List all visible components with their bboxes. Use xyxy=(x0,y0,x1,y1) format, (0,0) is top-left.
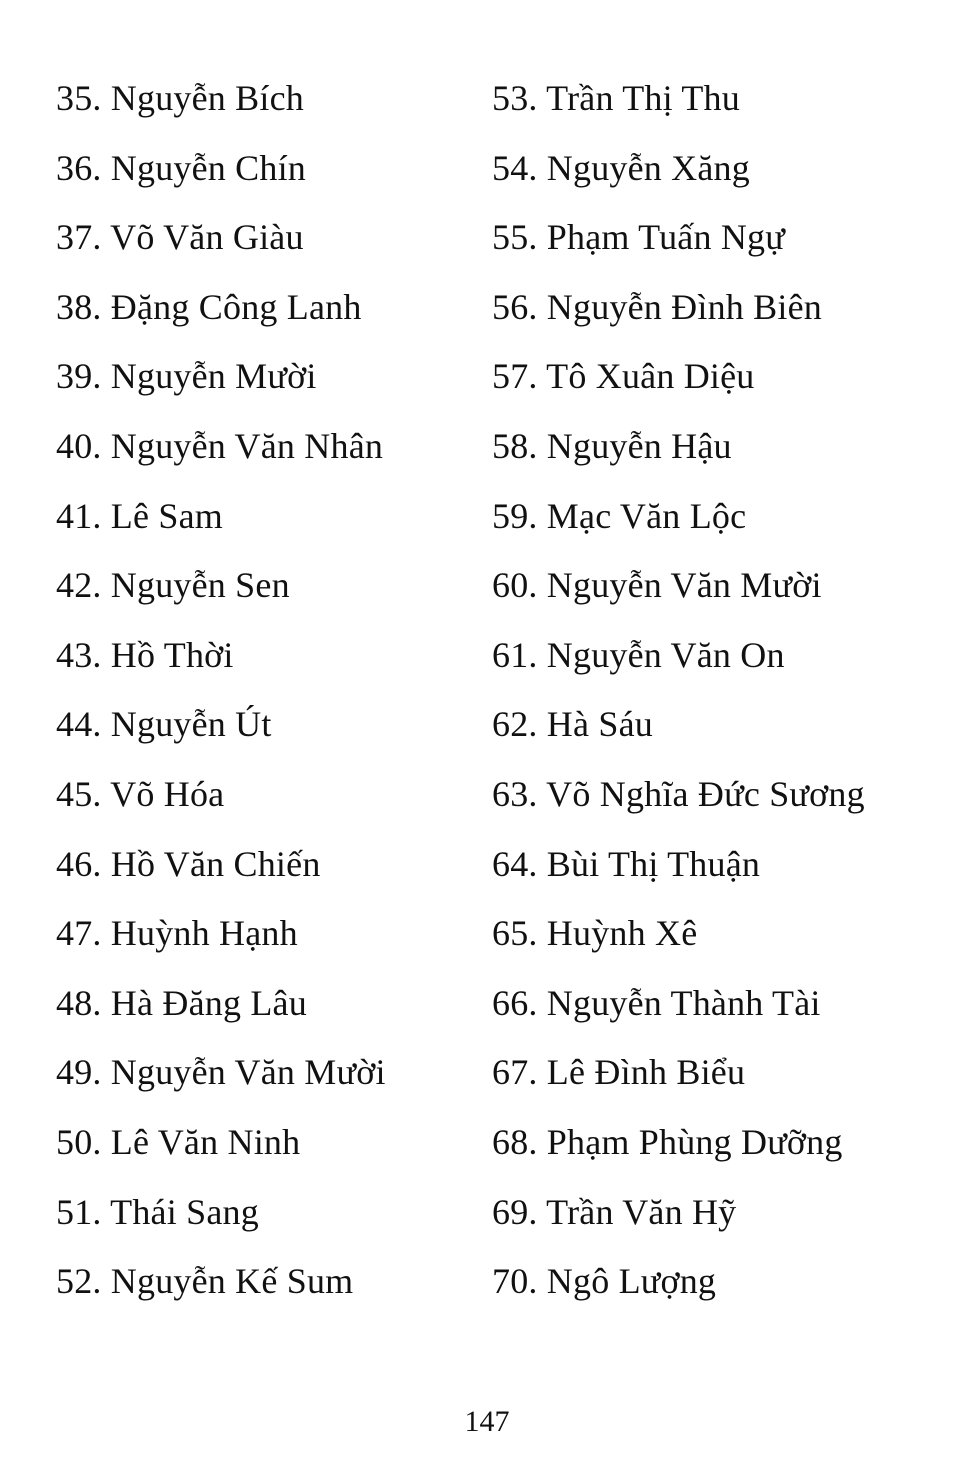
list-item: 53. Trần Thị Thu xyxy=(492,78,740,118)
list-item: 38. Đặng Công Lanh xyxy=(56,286,362,327)
list-item: 68. Phạm Phùng Dưỡng xyxy=(492,1121,843,1162)
list-item: 54. Nguyễn Xăng xyxy=(492,147,750,188)
list-item: 63. Võ Nghĩa Đức Sương xyxy=(492,773,865,814)
list-item: 59. Mạc Văn Lộc xyxy=(492,495,747,536)
list-item: 69. Trần Văn Hỹ xyxy=(492,1191,737,1232)
list-item: 46. Hồ Văn Chiến xyxy=(56,843,321,884)
list-item: 45. Võ Hóa xyxy=(56,773,225,814)
list-item: 36. Nguyễn Chín xyxy=(56,147,306,188)
list-item: 50. Lê Văn Ninh xyxy=(56,1121,301,1162)
list-item: 60. Nguyễn Văn Mười xyxy=(492,565,822,606)
page-number: 147 xyxy=(464,1405,510,1438)
list-item: 62. Hà Sáu xyxy=(492,704,653,745)
list-item: 64. Bùi Thị Thuận xyxy=(492,843,761,884)
list-item: 65. Huỳnh Xê xyxy=(492,913,698,954)
name-list-right xyxy=(492,70,932,1323)
list-item: 37. Võ Văn Giàu xyxy=(56,217,304,258)
list-item: 35. Nguyễn Bích xyxy=(56,78,304,118)
list-item: 39. Nguyễn Mười xyxy=(56,356,317,397)
list-item: 57. Tô Xuân Diệu xyxy=(492,356,755,397)
list-item: 42. Nguyễn Sen xyxy=(56,565,290,606)
list-item: 52. Nguyễn Kế Sum xyxy=(56,1261,354,1302)
list-item: 56. Nguyễn Đình Biên xyxy=(492,286,822,327)
list-item: 61. Nguyễn Văn On xyxy=(492,634,785,675)
list-item: 44. Nguyễn Út xyxy=(56,704,272,745)
list-item: 67. Lê Đình Biểu xyxy=(492,1052,746,1093)
list-item: 58. Nguyễn Hậu xyxy=(492,425,732,466)
list-item: 66. Nguyễn Thành Tài xyxy=(492,982,821,1023)
list-item: 41. Lê Sam xyxy=(56,495,223,536)
list-item: 48. Hà Đăng Lâu xyxy=(56,982,307,1023)
list-item: 43. Hồ Thời xyxy=(56,634,234,675)
name-list-left xyxy=(56,70,476,1323)
list-item: 40. Nguyễn Văn Nhân xyxy=(56,425,384,466)
list-item: 49. Nguyễn Văn Mười xyxy=(56,1052,386,1093)
list-item: 70. Ngô Lượng xyxy=(492,1261,717,1302)
list-item: 51. Thái Sang xyxy=(56,1191,259,1232)
list-item: 47. Huỳnh Hạnh xyxy=(56,913,298,954)
list-item: 55. Phạm Tuấn Ngự xyxy=(492,217,785,258)
